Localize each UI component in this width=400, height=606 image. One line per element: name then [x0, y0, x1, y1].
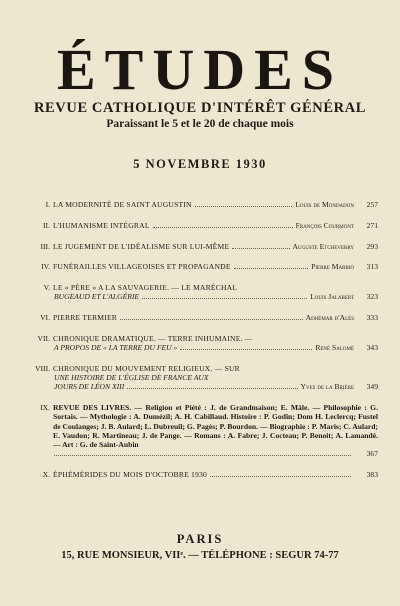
leader-dots: [195, 206, 292, 207]
table-of-contents: [22, 200, 378, 491]
toc-title: CHRONIQUE DU MOUVEMENT RELIGIEUX. — SUR: [53, 363, 240, 373]
leader-dots: [232, 248, 289, 249]
leader-dots: [210, 476, 351, 477]
toc-title: LE JUGEMENT DE L'IDÉALISME SUR LUI-MÊME: [53, 241, 230, 251]
leader-dots: [54, 455, 351, 456]
toc-number: II.: [43, 220, 50, 230]
leader-dots: [153, 227, 293, 228]
toc-number: III.: [40, 241, 50, 251]
toc-number: VII.: [37, 333, 50, 343]
toc-number: VIII.: [35, 363, 50, 373]
toc-entry: [22, 313, 378, 322]
toc-title: L'HUMANISME INTÉGRAL: [53, 220, 150, 230]
leader-dots: [180, 349, 312, 350]
toc-title: FUNÉRAILLES VILLAGEOISES ET PROPAGANDE: [53, 262, 231, 272]
toc-number: I.: [45, 200, 50, 209]
leader-dots: [127, 388, 297, 389]
toc-number: IX.: [40, 403, 50, 413]
toc-page: 271: [366, 220, 378, 230]
toc-author: Louis de Mondadon: [295, 200, 354, 209]
toc-title: LE « PÈRE » A LA SAUVAGERIE. — LE MARÉCHAL: [53, 283, 238, 293]
toc-title: PIERRE TERMIER: [53, 313, 118, 323]
toc-author: Louis Jalabert: [310, 292, 354, 302]
toc-page: 323: [366, 292, 378, 302]
toc-entry: [22, 200, 378, 209]
toc-page: 367: [366, 449, 378, 459]
publication-city: PARIS: [176, 532, 224, 546]
leader-dots: [120, 319, 303, 320]
toc-number: X.: [42, 470, 50, 479]
toc-page: 257: [366, 200, 378, 209]
toc-entry: [22, 283, 378, 301]
toc-title: ÉPHÉMÉRIDES DU MOIS D'OCTOBRE 1930: [53, 470, 208, 479]
leader-dots: [142, 298, 307, 299]
toc-entry: [22, 403, 378, 458]
toc-title-continued: BUGEAUD ET L'ALGÉRIE: [54, 292, 140, 302]
toc-number: V.: [43, 283, 50, 293]
toc-author: Auguste Etcheverry: [292, 241, 354, 251]
toc-number: IV.: [41, 262, 50, 272]
toc-page: 313: [366, 262, 378, 272]
toc-author: Yves de la Brière: [300, 382, 354, 392]
journal-subtitle: REVUE CATHOLIQUE D'INTÉRÊT GÉNÉRAL: [33, 100, 367, 116]
toc-author: François Courmont: [295, 220, 354, 230]
toc-number: VI.: [40, 313, 50, 323]
toc-author: Pierre Marbio: [311, 262, 354, 272]
toc-entry: [22, 470, 378, 479]
toc-page: 349: [366, 382, 378, 392]
toc-page: 383: [366, 470, 378, 479]
publication-frequency: Paraissant le 5 et le 20 de chaque mois: [106, 118, 294, 130]
issue-date: 5 NOVEMBRE 1930: [133, 157, 267, 171]
journal-title: ÉTUDES: [56, 37, 344, 102]
toc-title: LA MODERNITÉ DE SAINT AUGUSTIN: [53, 200, 192, 209]
toc-entry: [22, 221, 378, 230]
toc-page: 293: [366, 241, 378, 251]
toc-entry: [22, 242, 378, 251]
toc-title-continued: JOURS DE LÉON XIII: [54, 382, 125, 392]
leader-dots: [234, 268, 308, 269]
toc-page: 343: [366, 343, 378, 353]
toc-title: CHRONIQUE DRAMATIQUE. — TERRE INHUMAINE. —: [53, 333, 253, 343]
publisher-address: 15, RUE MONSIEUR, VIIᵉ. — TÉLÉPHONE : SEGUR 74-77: [61, 550, 339, 561]
toc-entry: [22, 262, 378, 271]
toc-entry: [22, 364, 378, 392]
toc-author: Adhémar d'Alès: [305, 313, 354, 323]
toc-title-continued: A PROPOS DE « LA TERRE DU FEU »: [54, 343, 178, 353]
toc-review-text: REVUE DES LIVRES. — Religion et Piété : J. de Grandmaison; E. Mâle. — Philosophie : G. Sortais. — Mythologie : A. Dumézil; A. H. Cabillaud. Histoire : P. Godin; Dom H. Leclercq; Fustel de Coulanges; J. B. Aulard; L. Dubreuil; G. Pagès; P. Bourdon. — Biographie : P. Maris; C. Aulard; E. Vaudon; R. Martineau; J. de Pange. — Romans : A. Fabre; J. Cocteau; P. Benoit; A. Lamandé. — Art : G. de Saint-Aubin: [53, 403, 378, 449]
toc-entry: [22, 334, 378, 352]
toc-author: René Salomé: [315, 343, 354, 353]
toc-page: 333: [366, 313, 378, 323]
toc-title-continued: UNE HISTOIRE DE L'ÉGLISE DE FRANCE AUX: [54, 373, 209, 383]
